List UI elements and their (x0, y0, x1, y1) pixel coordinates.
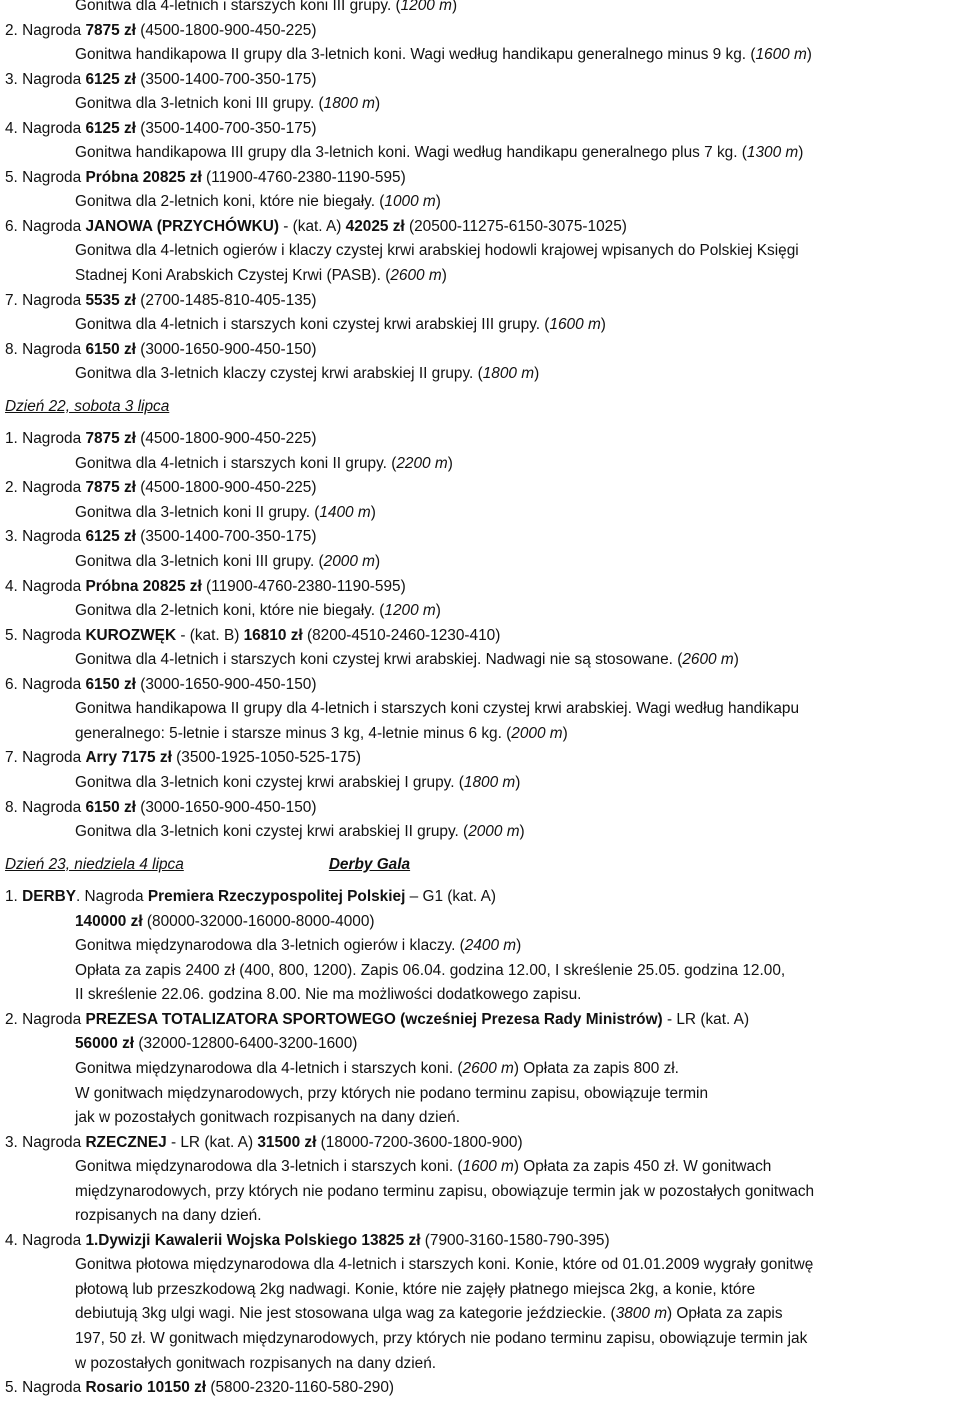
race-prize-line (0, 289, 960, 314)
text: - LR (kat. A) (662, 1010, 750, 1028)
day-title: Dzień 22, sobota 3 lipca (5, 397, 170, 415)
bold-text: DERBY (22, 888, 76, 906)
bold-text: KUROZWĘK (85, 626, 177, 644)
race-prize-line (0, 215, 960, 240)
bold-text: Próbna 20825 zł (85, 168, 202, 186)
race-description-line (0, 362, 960, 387)
distance-text: 2600 m (390, 267, 442, 285)
race-description-line (0, 1278, 960, 1303)
text: ) (600, 316, 606, 334)
race-description-line (0, 1180, 960, 1205)
distance-text: 3800 m (615, 1305, 668, 1323)
text: Stadnej Koni Arabskich Czystej Krwi (PASB). ( (75, 267, 391, 285)
distance-text: 1400 m (319, 503, 371, 521)
race-prize-line (0, 19, 960, 44)
text: Gonitwa dla 4-letnich i starszych koni III grupy. ( (75, 0, 401, 14)
text: (3500-1925-1050-525-175) (171, 749, 361, 767)
distance-text: 2000 m (468, 823, 520, 841)
text: - (kat. A) (278, 217, 346, 235)
text: – G1 (kat. A) (405, 888, 497, 906)
text: Opłata za zapis 2400 zł (400, 800, 1200). Zapis 06.04. godzina 12.00, I skreślenie 25.05. godzina 12.00, (75, 961, 786, 979)
text: (8200-4510-2460-1230-410) (302, 626, 501, 644)
race-description-line (0, 1057, 960, 1082)
text: 3. Nagroda (5, 1133, 86, 1151)
distance-text: 1300 m (746, 144, 799, 162)
race-prize-line (0, 117, 960, 142)
race-prize-line (0, 525, 960, 550)
race-description-line (0, 1352, 960, 1377)
distance-text: 2200 m (396, 454, 448, 472)
text: ) (451, 0, 458, 14)
race-description-line (0, 722, 960, 747)
race-description-line (0, 983, 960, 1008)
bold-text: Próbna 20825 zł (85, 577, 202, 595)
race-description-line (0, 934, 960, 959)
event-title: Derby Gala (328, 855, 411, 873)
text: (3000-1650-900-450-150) (135, 675, 317, 693)
race-prize-line (0, 796, 960, 821)
bold-text: 42025 zł (345, 217, 405, 235)
text: 1. (5, 888, 23, 906)
bold-text: JANOWA (PRZYCHÓWKU) (85, 217, 279, 235)
text: 3. Nagroda (5, 70, 86, 88)
text: Gonitwa dla 3-letnich koni czystej krwi arabskiej I grupy. ( (75, 773, 464, 791)
text: 3. Nagroda (5, 528, 86, 546)
race-description-line (0, 452, 960, 477)
race-prize-line (0, 338, 960, 363)
race-description-line (0, 1204, 960, 1229)
race-description-line (0, 1253, 960, 1278)
text: Gonitwa dla 3-letnich klaczy czystej krwi arabskiej II grupy. ( (75, 365, 483, 383)
text: . Nagroda (76, 888, 148, 906)
text: 8. Nagroda (5, 340, 86, 358)
bold-text: 5535 zł (85, 291, 136, 309)
text: w pozostałych gonitwach rozpisanych na dany dzień. (75, 1354, 437, 1372)
text: ) (375, 553, 381, 571)
text: Gonitwa dla 4-letnich ogierów i klaczy czystej krwi arabskiej hodowli krajowej wpisanych do Polskiej Księgi (75, 242, 799, 260)
text: (80000-32000-16000-8000-4000) (142, 912, 375, 930)
text: Gonitwa płotowa międzynarodowa dla 4-letnich i starszych koni. Konie, które od 01.01.2009 wygrały gonitwę (75, 1256, 814, 1274)
text: (32000-12800-6400-3200-1600) (134, 1035, 358, 1053)
race-description-line (0, 141, 960, 166)
text: 6. Nagroda (5, 217, 86, 235)
race-description-line (0, 959, 960, 984)
race-description-line (0, 1032, 960, 1057)
bold-text: 7875 zł (85, 21, 136, 39)
race-description-line (0, 1327, 960, 1352)
text: 197, 50 zł. W gonitwach międzynarodowych, przy których nie podano terminu zapisu, obowiązuje termin jak (75, 1329, 808, 1347)
distance-text: 1200 m (400, 0, 452, 14)
text: Gonitwa międzynarodowa dla 4-letnich i starszych koni. ( (75, 1059, 463, 1077)
text: Gonitwa dla 3-letnich koni III grupy. ( (75, 95, 324, 113)
text: II skreślenie 22.06. godzina 8.00. Nie ma możliwości dodatkowego zapisu. (75, 986, 582, 1004)
distance-text: 1200 m (384, 602, 436, 620)
text: - LR (kat. A) (166, 1133, 258, 1151)
bold-text: 1.Dywizji Kawalerii Wojska Polskiego 13825 zł (85, 1231, 421, 1249)
text: ) (435, 602, 441, 620)
distance-text: 2600 m (462, 1059, 514, 1077)
race-description-line (0, 697, 960, 722)
day-title: Dzień 23, niedziela 4 lipca (5, 855, 184, 873)
distance-text: 1600 m (549, 316, 601, 334)
text: 2. Nagroda (5, 1010, 86, 1028)
text: 4. Nagroda (5, 577, 86, 595)
text: Gonitwa dla 4-letnich i starszych koni II grupy. ( (75, 454, 397, 472)
distance-text: 1800 m (463, 773, 516, 791)
day-header (0, 853, 960, 878)
race-prize-line (0, 68, 960, 93)
text: rozpisanych na dany dzień. (75, 1207, 262, 1225)
text: (4500-1800-900-450-225) (135, 479, 317, 497)
race-prize-line (0, 624, 960, 649)
text: Gonitwa dla 4-letnich i starszych koni czystej krwi arabskiej. Nadwagi nie są stosowane. ( (75, 651, 683, 669)
text: ) (515, 773, 521, 791)
text: 2. Nagroda (5, 479, 86, 497)
text: 5. Nagroda (5, 626, 86, 644)
race-prize-line (0, 1008, 960, 1033)
race-prize-line (0, 427, 960, 452)
text: (18000-7200-3600-1800-900) (316, 1133, 523, 1151)
text: Gonitwa handikapowa III grupy dla 3-letnich koni. Wagi według handikapu generalnego plus 7 kg. ( (75, 144, 747, 162)
race-description-line (0, 910, 960, 935)
day-header (0, 395, 960, 420)
race-description-line (0, 820, 960, 845)
race-prize-line (0, 476, 960, 501)
distance-text: 2400 m (464, 937, 517, 955)
text: (4500-1800-900-450-225) (135, 430, 317, 448)
text: (3500-1400-700-350-175) (135, 70, 317, 88)
text: ) (806, 46, 812, 64)
text: ) (534, 365, 540, 383)
race-description-line (0, 43, 960, 68)
distance-text: 1000 m (384, 193, 436, 211)
bold-text: 6125 zł (85, 528, 136, 546)
bold-text: 6150 zł (85, 675, 136, 693)
text: Gonitwa handikapowa II grupy dla 4-letnich i starszych koni czystej krwi arabskiej. Wagi według handikapu (75, 700, 799, 718)
text: (5800-2320-1160-580-290) (206, 1379, 395, 1397)
text: 7. Nagroda (5, 291, 86, 309)
race-description-line (0, 0, 960, 19)
text: ) (733, 651, 739, 669)
distance-text: 2000 m (511, 724, 563, 742)
bold-text: 7875 zł (85, 430, 136, 448)
text: ) (562, 724, 568, 742)
text: (20500-11275-6150-3075-1025) (404, 217, 627, 235)
race-description-line (0, 1155, 960, 1180)
race-prize-line (0, 673, 960, 698)
race-prize-line (0, 575, 960, 600)
bold-text: 6150 zł (85, 798, 136, 816)
bold-text: 6125 zł (85, 119, 136, 137)
text: (2700-1485-810-405-135) (135, 291, 317, 309)
text: 5. Nagroda (5, 1379, 86, 1397)
text: Gonitwa dla 3-letnich koni II grupy. ( (75, 503, 320, 521)
text: (3500-1400-700-350-175) (135, 528, 317, 546)
text: ) (516, 937, 522, 955)
text: ) Opłata za zapis 800 zł. (513, 1059, 679, 1077)
race-description-line (0, 1106, 960, 1131)
text: ) (441, 267, 447, 285)
distance-text: 1600 m (755, 46, 807, 64)
bold-text: 140000 zł (75, 912, 143, 930)
bold-text: 56000 zł (75, 1035, 135, 1053)
text: jak w pozostałych gonitwach rozpisanych na dany dzień. (75, 1109, 460, 1127)
race-description-line (0, 771, 960, 796)
race-prize-line (0, 1376, 960, 1401)
text: Gonitwa dla 3-letnich koni czystej krwi arabskiej II grupy. ( (75, 823, 469, 841)
bold-text: 6125 zł (85, 70, 136, 88)
text: 2. Nagroda (5, 21, 86, 39)
text: 8. Nagroda (5, 798, 86, 816)
text: (4500-1800-900-450-225) (135, 21, 317, 39)
distance-text: 2000 m (323, 553, 375, 571)
text: generalnego: 5-letnie i starsze minus 3 kg, 4-letnie minus 6 kg. ( (75, 724, 512, 742)
text: ) (447, 454, 453, 472)
text: Gonitwa dla 3-letnich koni III grupy. ( (75, 553, 324, 571)
text: ) (370, 503, 376, 521)
bold-text: PREZESA TOTALIZATORA SPORTOWEGO (wcześniej Prezesa Rady Ministrów) (85, 1010, 663, 1028)
race-description-line (0, 264, 960, 289)
distance-text: 2600 m (682, 651, 734, 669)
text: Gonitwa dla 4-letnich i starszych koni czystej krwi arabskiej III grupy. ( (75, 316, 550, 334)
text: (3000-1650-900-450-150) (135, 798, 317, 816)
race-description-line (0, 92, 960, 117)
distance-text: 1800 m (323, 95, 375, 113)
text: międzynarodowych, przy których nie podano terminu zapisu, obowiązuje termin jak w pozostałych gonitwach (75, 1182, 815, 1200)
text: ) Opłata za zapis (667, 1305, 783, 1323)
text: 1. Nagroda (5, 430, 86, 448)
race-prize-line (0, 885, 960, 910)
bold-text: Arry 7175 zł (85, 749, 172, 767)
bold-text: Rosario 10150 zł (85, 1379, 207, 1397)
bold-text: 31500 zł (257, 1133, 317, 1151)
text: 6. Nagroda (5, 675, 86, 693)
text: - (kat. B) (176, 626, 244, 644)
bold-text: 16810 zł (243, 626, 303, 644)
bold-text: 7875 zł (85, 479, 136, 497)
race-description-line (0, 599, 960, 624)
text: (7900-3160-1580-790-395) (420, 1231, 610, 1249)
text: płotową lub przeszkodową 2kg nadwagi. Konie, które nie zajęły płatnego miejsca 2kg, a konie, które (75, 1280, 756, 1298)
race-prize-line (0, 746, 960, 771)
text: (3000-1650-900-450-150) (135, 340, 317, 358)
race-prize-line (0, 166, 960, 191)
race-description-line (0, 550, 960, 575)
race-description-line (0, 1082, 960, 1107)
text: 4. Nagroda (5, 119, 86, 137)
race-description-line (0, 501, 960, 526)
bold-text: 6150 zł (85, 340, 136, 358)
bold-text: RZECZNEJ (85, 1133, 167, 1151)
text: Gonitwa dla 2-letnich koni, które nie biegały. ( (75, 193, 385, 211)
text: ) Opłata za zapis 450 zł. W gonitwach (513, 1158, 772, 1176)
text: Gonitwa międzynarodowa dla 3-letnich ogierów i klaczy. ( (75, 937, 465, 955)
text: Gonitwa handikapowa II grupy dla 3-letnich koni. Wagi według handikapu generalnego minus 9 kg. ( (75, 46, 756, 64)
text: W gonitwach międzynarodowych, przy których nie podano terminu zapisu, obowiązuje termin (75, 1084, 709, 1102)
text: Gonitwa dla 2-letnich koni, które nie biegały. ( (75, 602, 385, 620)
bold-text: Premiera Rzeczypospolitej Polskiej (147, 888, 406, 906)
race-description-line (0, 313, 960, 338)
distance-text: 1800 m (482, 365, 535, 383)
text: Gonitwa międzynarodowa dla 3-letnich i starszych koni. ( (75, 1158, 463, 1176)
race-description-line (0, 190, 960, 215)
race-prize-line (0, 1229, 960, 1254)
text: 4. Nagroda (5, 1231, 86, 1249)
text: ) (435, 193, 441, 211)
text: ) (519, 823, 525, 841)
text: (3500-1400-700-350-175) (135, 119, 317, 137)
text: 7. Nagroda (5, 749, 86, 767)
text: (11900-4760-2380-1190-595) (201, 168, 406, 186)
text: 5. Nagroda (5, 168, 86, 186)
race-description-line (0, 239, 960, 264)
text: ) (375, 95, 381, 113)
text: debiutują 3kg ulgi wagi. Nie jest stosowana ulga wag za kategorie jeździeckie. ( (75, 1305, 616, 1323)
text: ) (798, 144, 804, 162)
race-description-line (0, 648, 960, 673)
text: (11900-4760-2380-1190-595) (201, 577, 406, 595)
race-prize-line (0, 1131, 960, 1156)
distance-text: 1600 m (462, 1158, 514, 1176)
race-description-line (0, 1302, 960, 1327)
